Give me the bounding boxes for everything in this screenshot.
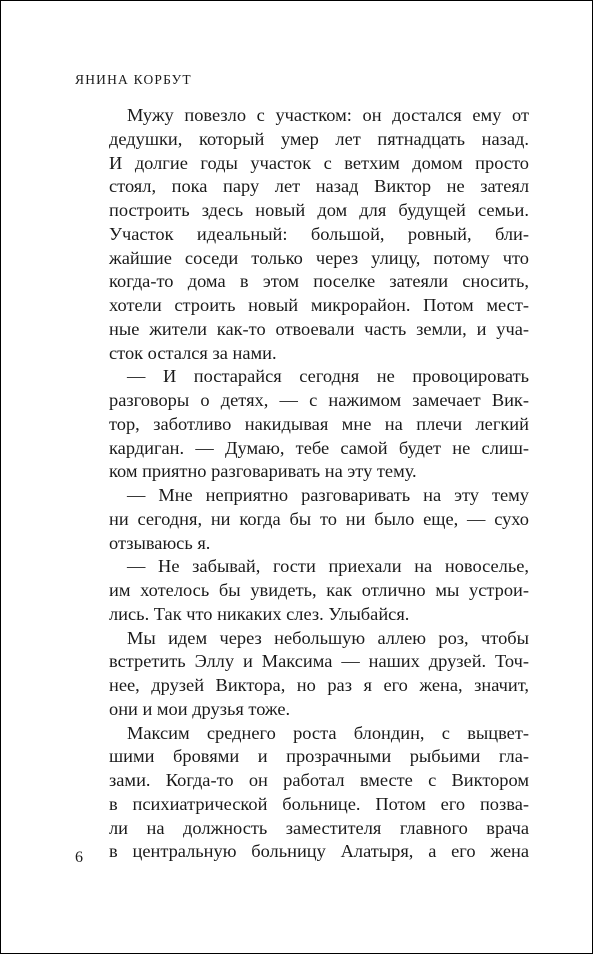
text-line: когда-то дома в этом поселке затеяли сносить, [109, 271, 529, 292]
page-number: 6 [75, 849, 83, 866]
paragraph [109, 104, 529, 365]
paragraph [109, 484, 529, 555]
text-line: жайшие соседи только через улицу, потому что [109, 247, 529, 268]
text-line: — Не забывай, гости приехали на новоселье, [127, 556, 529, 577]
text-line: в психиатрической больнице. Потом его позва- [109, 793, 529, 814]
paragraph [109, 722, 529, 865]
text-line: они и мои друзья тоже. [109, 698, 291, 719]
text-line: стоял, пока пару лет назад Виктор не затеял [109, 176, 529, 197]
text-line: ли на должность заместителя главного врача [109, 817, 529, 838]
text-line: нее, друзей Виктора, но раз я его жена, значит, [109, 675, 529, 695]
text-line: Участок идеальный: большой, ровный, бли- [109, 223, 529, 244]
text-line: — Мне неприятно разговаривать на эту тему [127, 485, 529, 505]
text-line: тор, заботливо накидывая мне на плечи легкий [109, 413, 529, 434]
text-line: Мужу повезло с участком: он достался ему от [127, 105, 529, 125]
paragraph [109, 365, 529, 484]
text-line: — И постарайся сегодня не провоцировать [127, 366, 529, 387]
text-line: зами. Когда-то он работал вместе с Виктором [109, 770, 529, 790]
body-text [109, 104, 529, 864]
text-line: сток остался за нами. [109, 342, 277, 363]
text-line: разговоры о детях, — с нажимом замечает Вик- [109, 390, 529, 410]
text-line: кардиган. — Думаю, тебе самой будет не слиш- [109, 437, 529, 458]
text-line: дедушки, который умер лет пятнадцать назад. [109, 128, 529, 149]
running-head: ЯНИНА КОРБУТ [75, 72, 192, 87]
text-line: ком приятно разговаривать на эту тему. [109, 461, 417, 482]
text-line: шими бровями и прозрачными рыбьими гла- [109, 746, 529, 767]
paragraph [109, 555, 529, 626]
text-line: И долгие годы участок с ветхим домом просто [109, 152, 529, 173]
text-line: ные жители как-то отвоевали часть земли, и уча- [109, 318, 529, 339]
text-line: в центральную больницу Алатыря, а его жена [109, 841, 529, 862]
text-line: им хотелось бы увидеть, как отлично мы устрои- [109, 580, 529, 600]
text-line: встретить Эллу и Максима — наших друзей. Точ- [109, 651, 529, 672]
text-line: лись. Так что никаких слез. Улыбайся. [109, 603, 410, 624]
text-line: построить здесь новый дом для будущей семьи. [109, 200, 529, 220]
text-line: ни сегодня, ни когда бы то ни было еще, — сухо [109, 508, 529, 529]
text-line: Максим среднего роста блондин, с выцвет- [127, 722, 529, 743]
text-line: хотели строить новый микрорайон. Потом мест- [109, 295, 529, 315]
text-line: отзываюсь я. [109, 532, 211, 553]
paragraph [109, 627, 529, 722]
text-line: Мы идем через небольшую аллею роз, чтобы [127, 627, 529, 648]
